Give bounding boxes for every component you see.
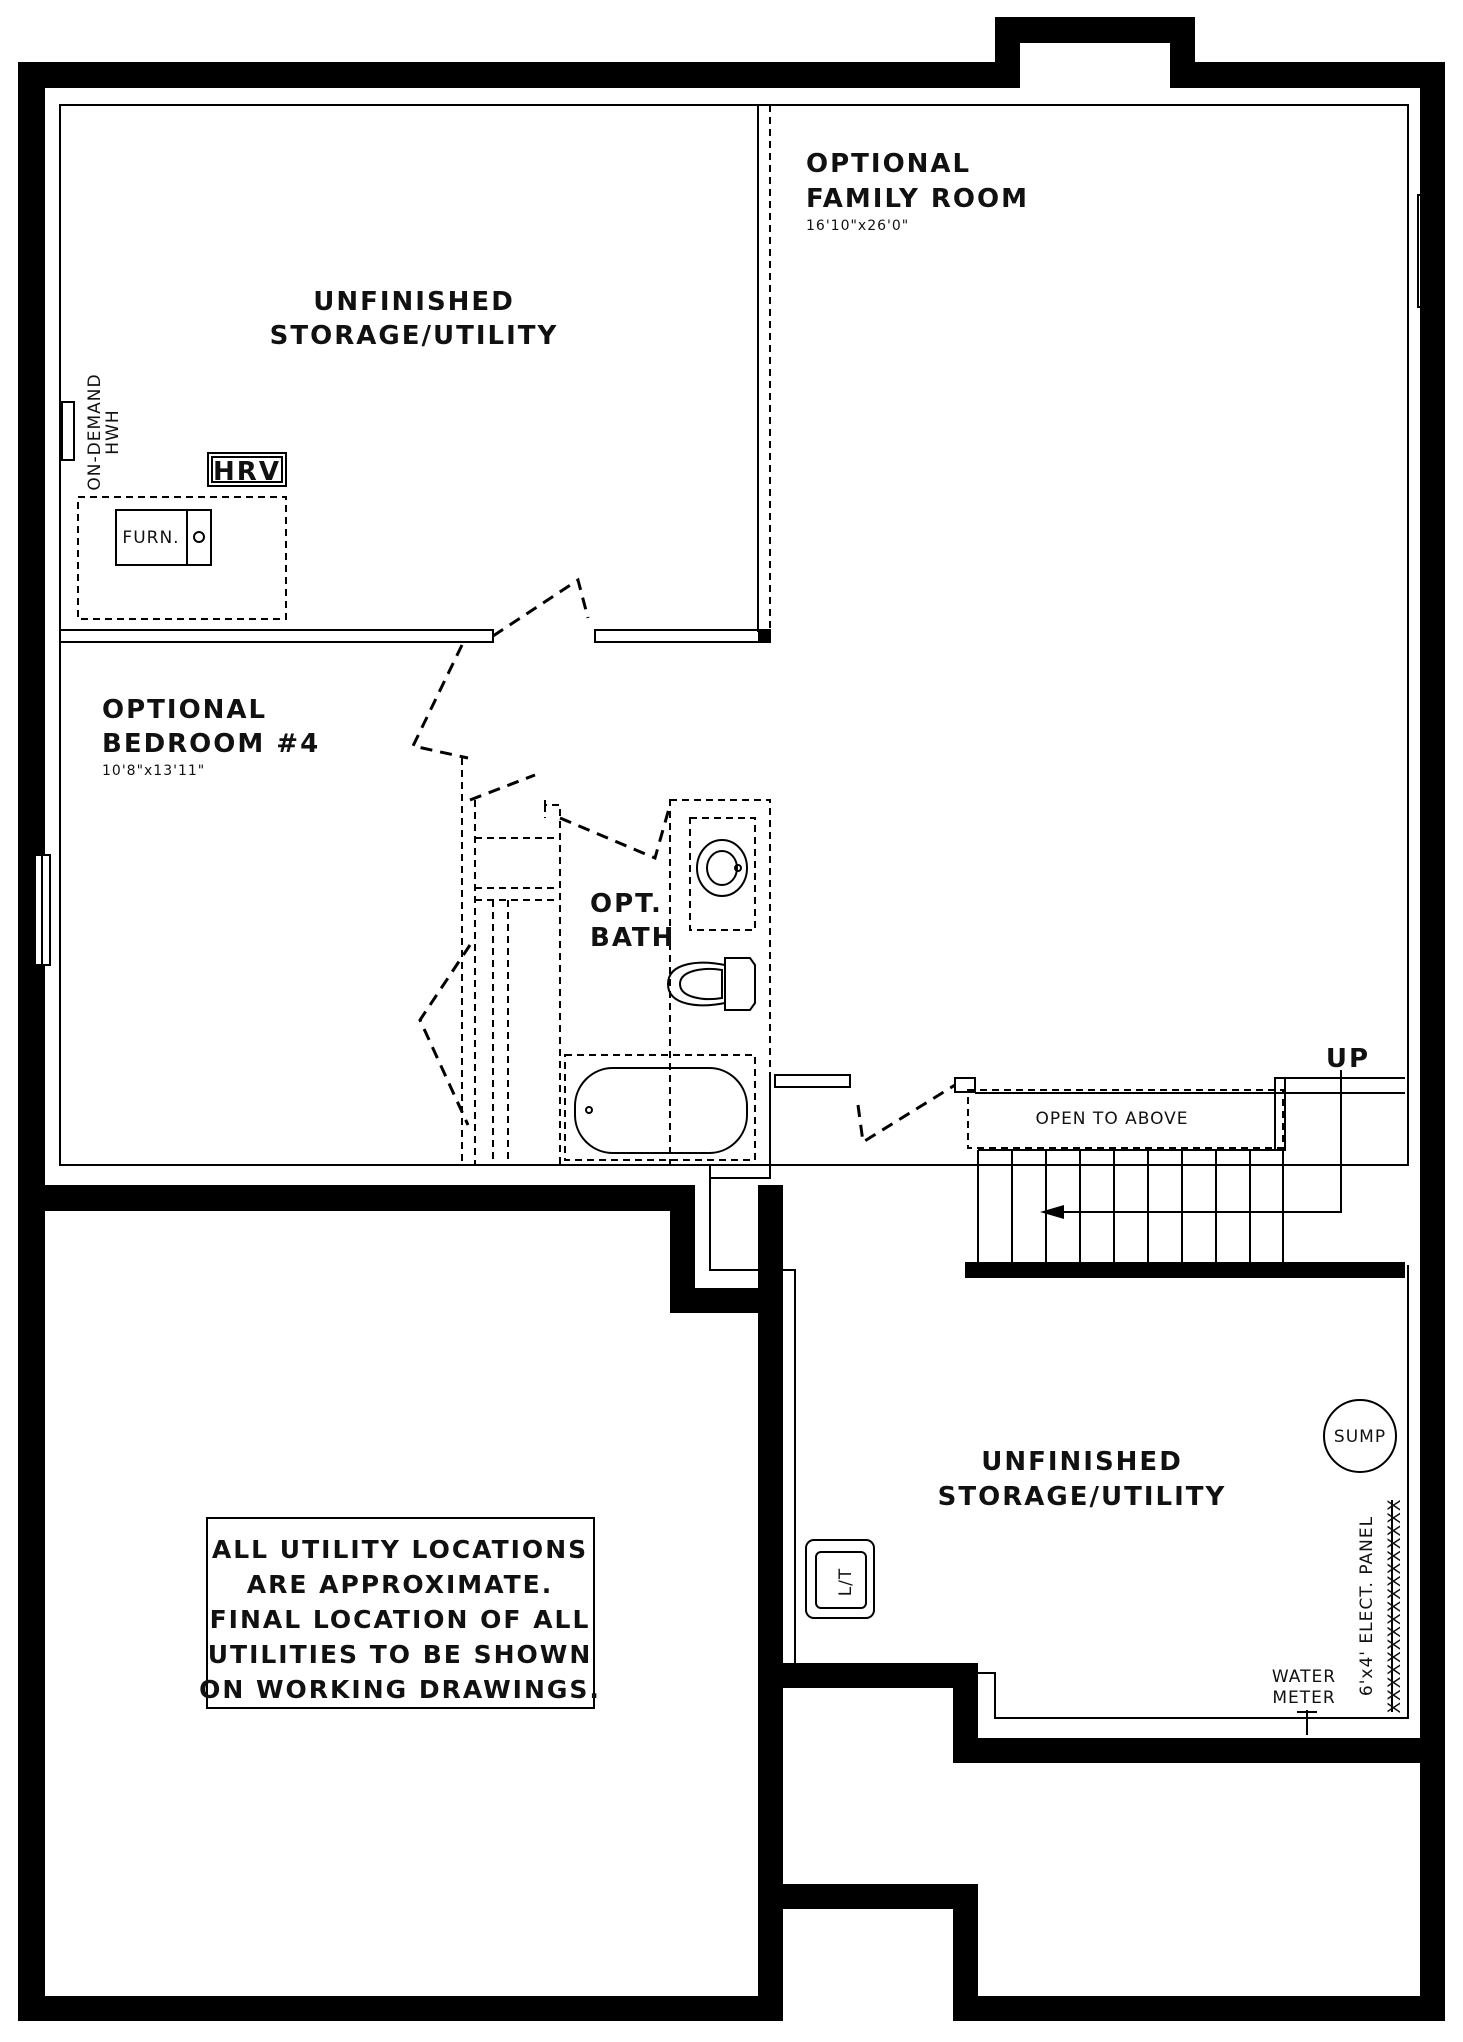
bedroom-label-line2: BEDROOM #4	[102, 729, 321, 759]
bath-partition	[545, 800, 560, 1165]
family-room-dims: 16'10"x26'0"	[806, 218, 910, 234]
elect-panel-label: 6'x4' ELECT. PANEL	[1357, 1515, 1377, 1697]
tub-frame	[565, 1055, 755, 1160]
interior-wall-garage-top	[45, 1185, 695, 1211]
note-line-1: ALL UTILITY LOCATIONS	[211, 1535, 589, 1564]
wall-bedroom-top-right	[595, 630, 770, 642]
hrv-label: HRV	[213, 457, 281, 487]
bath-lower-wall	[710, 1078, 770, 1178]
furnace-clearance	[78, 497, 286, 619]
exterior-walls	[18, 17, 1445, 2021]
stair-up-arrow	[1062, 1070, 1341, 1212]
lower-storage-outline	[710, 1165, 1408, 1718]
interior-wall-jog-b	[670, 1288, 783, 1313]
hwh-label-line1: ON-DEMAND	[85, 373, 105, 491]
note-line-4: UTILITIES TO BE SHOWN	[207, 1640, 593, 1669]
arrow-head-icon	[1040, 1205, 1064, 1219]
bedroom-dims: 10'8"x13'11"	[102, 763, 206, 779]
storage-bottom-label-line1: UNFINISHED	[981, 1447, 1183, 1477]
door-stair-swing	[858, 1085, 955, 1142]
bath-fixtures	[565, 840, 755, 1160]
utility-note	[199, 1518, 601, 1708]
tub-faucet	[586, 1107, 592, 1113]
stair-bottom-wall	[965, 1262, 1405, 1278]
storage-top-label-line2: STORAGE/UTILITY	[269, 321, 559, 351]
stair-landing-wall	[775, 1075, 850, 1087]
door-storage-swing	[493, 580, 588, 636]
door-bedroom-swing	[413, 645, 468, 758]
windows	[35, 195, 1428, 965]
wall-bottom-right	[953, 1996, 1445, 2021]
closets	[462, 758, 770, 1165]
interior-lines	[60, 105, 1408, 1718]
laundry-tub-label: L/T	[836, 1567, 856, 1597]
exterior-wall-left-lower	[18, 1185, 45, 2021]
stairs	[965, 1044, 1405, 1278]
bath-label-line1: OPT.	[590, 889, 663, 919]
furnace-vent	[187, 510, 211, 565]
vanity-box	[690, 818, 755, 930]
hwh-label-line2: HWH	[103, 409, 123, 455]
sink-bowl	[707, 851, 737, 885]
bathtub-icon	[575, 1068, 747, 1153]
sink-icon	[697, 840, 747, 896]
closet-shelves	[475, 838, 555, 900]
furnace-port	[194, 532, 204, 542]
closet-rods	[493, 900, 508, 1165]
wall-porch-right	[1420, 1738, 1445, 2021]
wall-cold-room-ledge	[953, 1738, 1445, 1763]
furnace-label: FURN.	[122, 528, 180, 548]
storage-top-label-line1: UNFINISHED	[313, 287, 515, 317]
family-room-label-line2: FAMILY ROOM	[806, 184, 1029, 214]
bath-label-line2: BATH	[590, 923, 676, 953]
family-room-label-line1: OPTIONAL	[806, 149, 972, 179]
hwh-unit-icon	[62, 402, 74, 460]
doors	[413, 580, 975, 1142]
storage-bottom-label-line2: STORAGE/UTILITY	[937, 1482, 1227, 1512]
interior-outline-top	[60, 105, 1408, 1165]
water-meter-label-line1: WATER	[1271, 1667, 1337, 1687]
closet-frame-left	[462, 758, 475, 1165]
door-bath-swing	[560, 805, 670, 858]
exterior-wall-right	[1420, 62, 1445, 1755]
wall-cold-room-top	[783, 1663, 978, 1688]
wall-bedroom-top	[60, 630, 493, 642]
note-line-5: ON WORKING DRAWINGS.	[199, 1675, 601, 1704]
exterior-wall-bottom-left	[18, 1996, 783, 2021]
stair-treads	[1012, 1150, 1250, 1262]
bedroom-label-line1: OPTIONAL	[102, 695, 268, 725]
note-line-3: FINAL LOCATION OF ALL	[209, 1605, 591, 1634]
door-closet-swing-a	[470, 775, 535, 800]
note-line-2: ARE APPROXIMATE.	[246, 1570, 554, 1599]
wall-porch-bottom	[783, 1884, 978, 1909]
wall-post	[758, 630, 770, 642]
stair-up-label: UP	[1325, 1044, 1371, 1074]
water-meter-label-line2: METER	[1272, 1688, 1336, 1708]
elect-panel-hatch	[1385, 1499, 1405, 1714]
svg-text:XXXXXXXXXXXXXXXXX: XXXXXXXXXXXXXXXXX	[1385, 1498, 1405, 1714]
sump-label: SUMP	[1333, 1427, 1387, 1447]
open-to-above-label: OPEN TO ABOVE	[1035, 1109, 1189, 1129]
toilet-icon	[668, 958, 755, 1010]
room-labels	[102, 149, 1226, 1512]
